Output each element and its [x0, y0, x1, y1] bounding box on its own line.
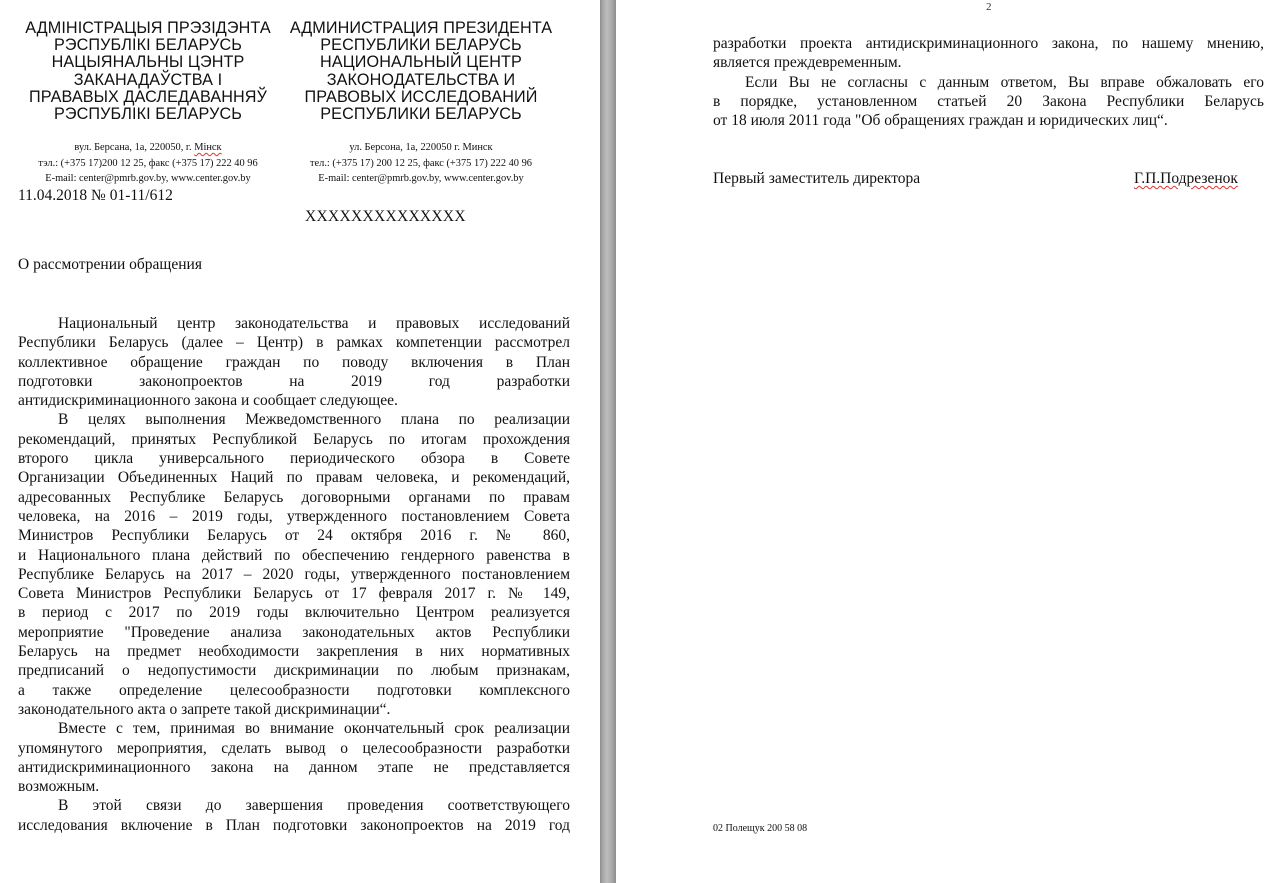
org-line: ПРАВАВЫХ ДАСЛЕДАВАННЯЎ: [29, 87, 267, 106]
org-line: РЭСПУБЛІКІ БЕЛАРУСЬ: [54, 36, 242, 55]
text-line: и Национального плана действий по обеспечению гендерного равенства в: [18, 546, 570, 564]
org-line: ЗАКАНАДАЎСТВА І: [73, 70, 223, 89]
header-russian: [286, 20, 556, 187]
text-line: возможным.: [18, 778, 100, 796]
text-line: Министров Республики Беларусь от 24 октября 2016 г. № 860,: [18, 527, 570, 545]
text-line: мероприятие "Проведение анализа законодательных актов Республики: [18, 623, 570, 641]
text-line: адресованных Республике Беларусь договорными органами по правам: [18, 488, 570, 506]
text-line: второго цикла универсального периодического обзора в Совете: [18, 450, 570, 468]
contacts-by: [12, 140, 284, 187]
text-line: в порядке, установленном статьей 20 Закона Республики Беларусь: [713, 92, 1264, 110]
org-line: НАЦЫЯНАЛЬНЫ ЦЭНТР: [51, 53, 245, 72]
org-name-ru: [286, 20, 556, 123]
paragraph-1: [18, 314, 570, 410]
page-gap: [600, 0, 616, 883]
address-ru: ул. Берсона, 1а, 220050 г. Минск: [349, 142, 493, 154]
letter-body: [18, 314, 570, 835]
page-number: 2: [986, 1, 992, 13]
executor-info: 02 Полещук 200 58 08: [713, 823, 808, 834]
text-line: Вместе с тем, принимая во внимание окончательный срок реализации: [58, 720, 570, 738]
org-line: АДМІНІСТРАЦЫЯ ПРЭЗІДЭНТА: [25, 19, 271, 37]
signature-title: Первый заместитель директора: [713, 170, 921, 187]
text-line: разработки проекта антидискриминационного закона, по нашему мнению,: [713, 35, 1264, 52]
text-line: упомянутого мероприятия, сделать вывод о целесообразности разработки: [18, 739, 570, 757]
text-line: человека, на 2016 – 2019 годы, утвержденного постановлением Совета: [18, 507, 570, 525]
page-2: [616, 0, 1280, 883]
text-line: В этой связи до завершения проведения соответствующего: [58, 797, 570, 815]
text-line: исследования включение в План подготовки законопроектов на 2019 год: [18, 816, 570, 834]
subject-line: О рассмотрении обращения: [18, 256, 202, 273]
recipient: ХХХХХХХХХХХХХХ: [305, 208, 466, 225]
header-belarusian: [12, 20, 284, 187]
phones-by: тэл.: (+375 17)200 12 25, факс (+375 17) 222 40 96: [38, 157, 258, 169]
letter-body-continued: [713, 34, 1264, 130]
text-line: коллективное обращение граждан по поводу включения в План: [18, 353, 570, 371]
address-city: Мінск: [194, 142, 222, 154]
address-text: вул. Берсана, 1а, 220050, г.: [74, 142, 195, 154]
text-line: Республике Беларусь на 2017 – 2020 годы, утвержденного постановлением: [18, 565, 570, 583]
org-line: АДМИНИСТРАЦИЯ ПРЕЗИДЕНТА: [289, 19, 553, 37]
org-line: РЕСПУБЛИКИ БЕЛАРУСЬ: [320, 105, 522, 124]
org-line: РЕСПУБЛИКИ БЕЛАРУСЬ: [320, 36, 522, 55]
text-line: Если Вы не согласны с данным ответом, Вы вправе обжаловать его: [745, 73, 1264, 91]
signature-name: Г.П.Подрезенок: [1134, 170, 1238, 187]
phones-ru: тел.: (+375 17) 200 12 25, факс (+375 17) 222 40 96: [310, 157, 532, 169]
text-line: является преждевременным.: [713, 54, 902, 72]
address-by: [12, 140, 284, 156]
paragraph-4: [18, 796, 570, 835]
org-line: ПРАВОВЫХ ИССЛЕДОВАНИЙ: [304, 87, 538, 106]
paragraph-2: [18, 410, 570, 719]
text-line: в период с 2017 по 2019 годы включительно Центром реализуется: [18, 604, 570, 622]
text-line: Беларусь на предмет необходимости закрепления в них нормативных: [18, 643, 570, 661]
org-name-by: [12, 20, 284, 123]
text-line: Организации Объединенных Наций по правам человека, и рекомендаций,: [18, 469, 570, 487]
email-by: E-mail: center@pmrb.gov.by, www.center.gov.by: [45, 173, 251, 185]
text-line: а также определение целесообразности подготовки комплексного: [18, 681, 570, 699]
text-line: Республики Беларусь (далее – Центр) в рамках компетенции рассмотрел: [18, 334, 570, 352]
date-reference: 11.04.2018 № 01-11/612: [18, 187, 173, 204]
text-line: законодательного акта о запрете такой дискриминации“.: [18, 700, 391, 718]
org-line: РЭСПУБЛІКІ БЕЛАРУСЬ: [54, 105, 242, 124]
org-line: ЗАКОНОДАТЕЛЬСТВА И: [326, 70, 516, 89]
text-line: Национальный центр законодательства и правовых исследований: [58, 315, 570, 332]
text-line: антидискриминационного закона на данном этапе не представляется: [18, 758, 570, 776]
org-line: НАЦИОНАЛЬНЫЙ ЦЕНТР: [320, 53, 522, 72]
text-line: от 18 июля 2011 года "Об обращениях граждан и юридических лиц“.: [713, 112, 1168, 130]
text-line: антидискриминационного закона и сообщает следующее.: [18, 392, 398, 410]
text-line: Совета Министров Республики Беларусь от 17 февраля 2017 г. № 149,: [18, 585, 570, 603]
paragraph-3: [18, 719, 570, 796]
page-1: [0, 0, 600, 883]
email-ru: E-mail: center@pmrb.gov.by, www.center.gov.by: [318, 173, 524, 185]
contacts-ru: [286, 140, 556, 187]
text-line: В целях выполнения Межведомственного плана по реализации: [58, 411, 570, 429]
text-line: предписаний о недопустимости дискриминации по любым признакам,: [18, 662, 570, 680]
text-line: рекомендаций, принятых Республикой Беларусь по итогам прохождения: [18, 430, 570, 448]
text-line: подготовки законопроектов на 2019 год разработки: [18, 372, 570, 390]
